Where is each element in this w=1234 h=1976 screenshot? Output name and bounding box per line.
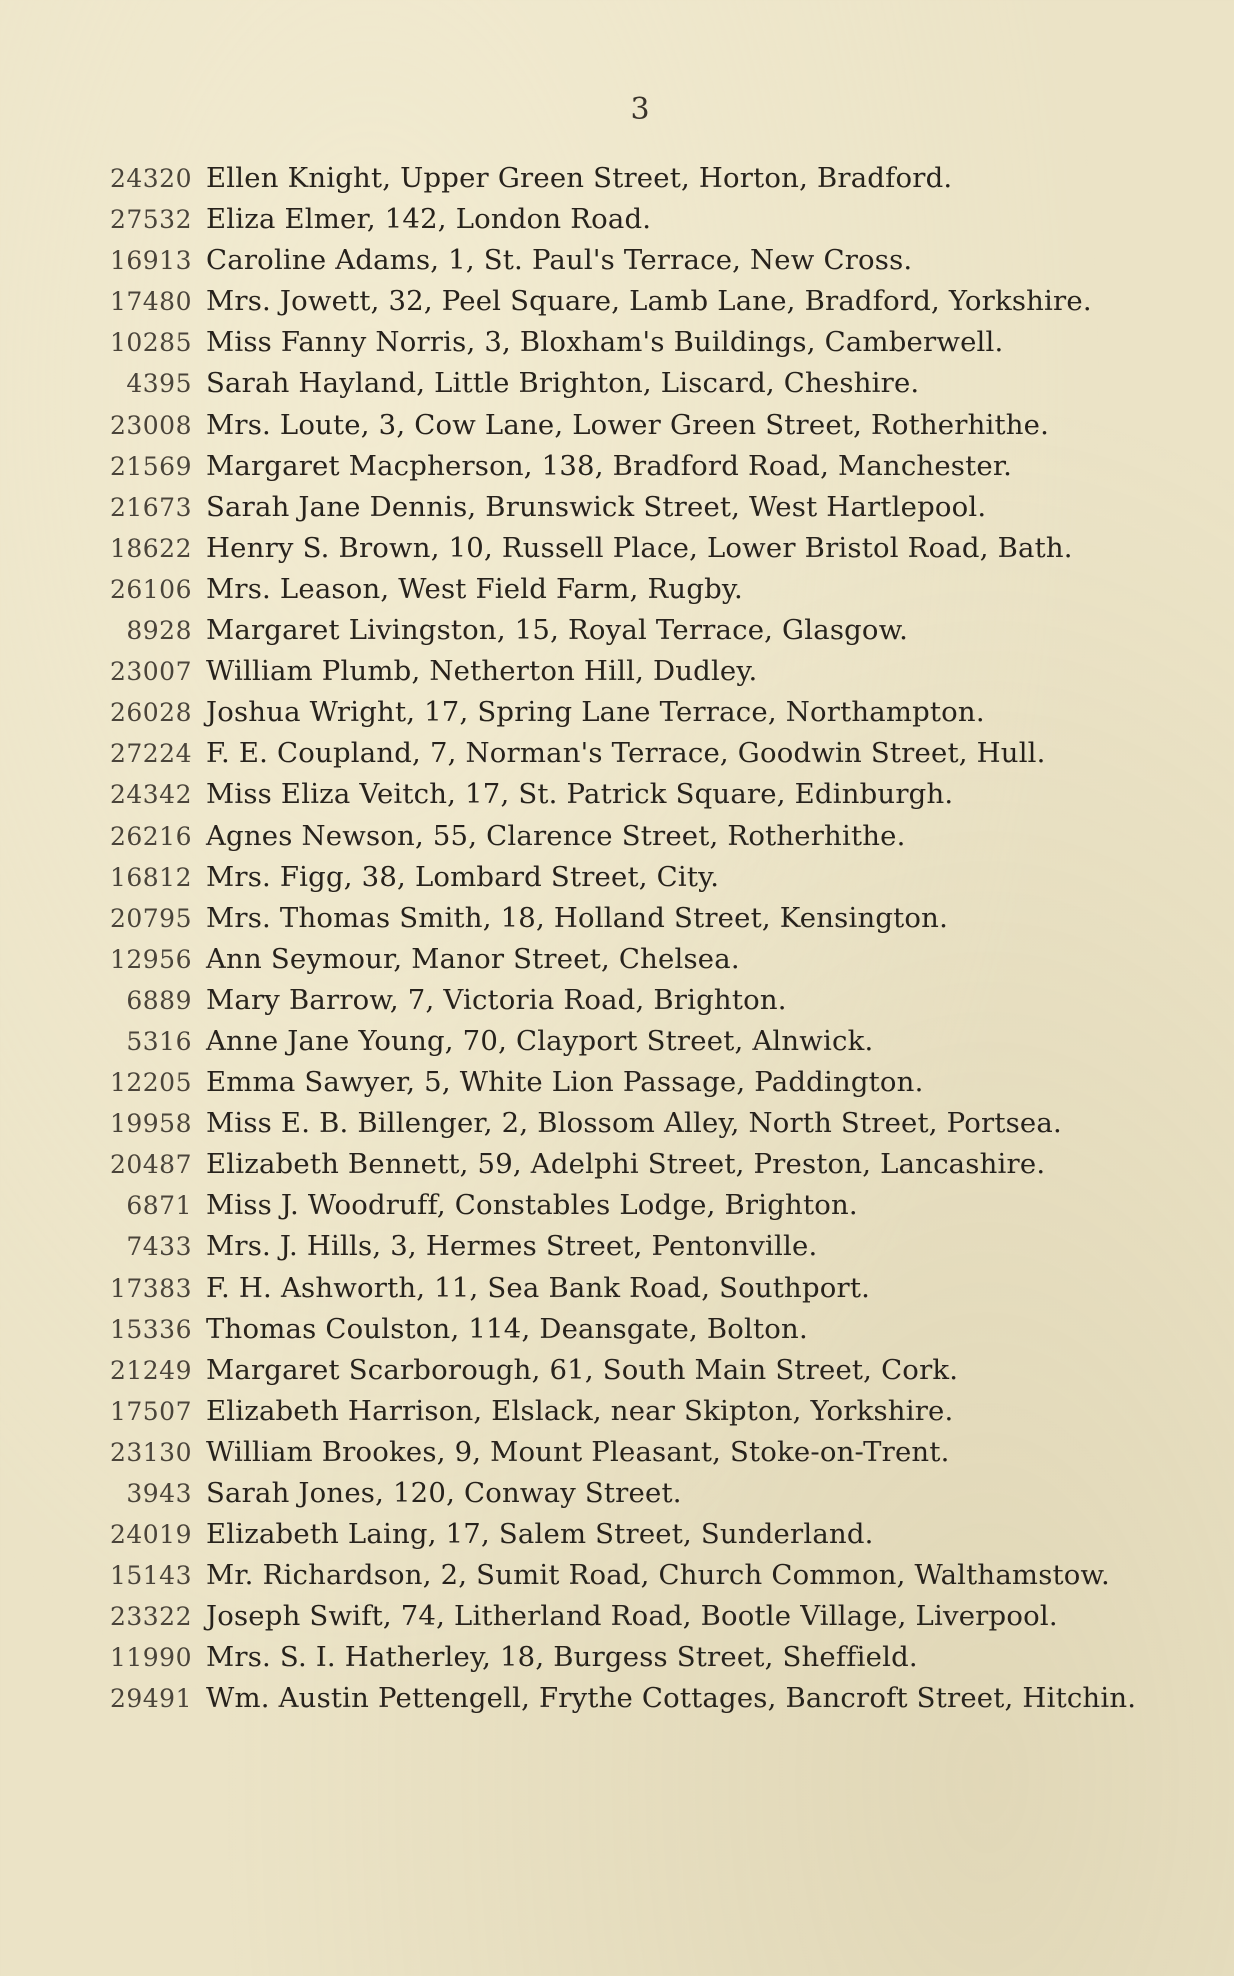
entry-number: 15143 bbox=[109, 1561, 192, 1591]
list-item bbox=[80, 285, 1200, 326]
entry-text: Miss Eliza Veitch, 17, St. Patrick Square, Edinburgh. bbox=[206, 778, 954, 811]
list-item bbox=[80, 491, 1200, 532]
entry-number: 15336 bbox=[109, 1314, 192, 1344]
entry-number: 18622 bbox=[109, 533, 192, 563]
entry-text: Mrs. Thomas Smith, 18, Holland Street, Kensington. bbox=[206, 901, 949, 934]
entry-number: 29491 bbox=[109, 1684, 192, 1714]
entry-number: 23322 bbox=[109, 1602, 192, 1632]
entry-number: 23007 bbox=[109, 657, 192, 687]
list-item bbox=[80, 696, 1200, 737]
entry-number: 4395 bbox=[126, 369, 192, 399]
entry-number: 21673 bbox=[109, 492, 192, 522]
list-item bbox=[80, 203, 1200, 244]
list-item bbox=[80, 532, 1200, 573]
list-item bbox=[80, 943, 1200, 984]
entry-text: Sarah Jones, 120, Conway Street. bbox=[206, 1477, 682, 1509]
list-item bbox=[80, 450, 1200, 491]
entry-text: William Plumb, Netherton Hill, Dudley. bbox=[206, 655, 758, 688]
entry-text: Elizabeth Laing, 17, Salem Street, Sunderland. bbox=[206, 1518, 874, 1551]
entry-text: Mrs. J. Hills, 3, Hermes Street, Pentonville. bbox=[206, 1230, 818, 1263]
entry-number: 5316 bbox=[126, 1026, 192, 1056]
entry-text: F. E. Coupland, 7, Norman's Terrace, Goodwin Street, Hull. bbox=[206, 737, 1046, 770]
entry-text: Mrs. Jowett, 32, Peel Square, Lamb Lane, Bradford, Yorkshire. bbox=[206, 285, 1092, 318]
entry-number: 16812 bbox=[109, 862, 192, 892]
entry-text: Henry S. Brown, 10, Russell Place, Lower Bristol Road, Bath. bbox=[206, 531, 1073, 564]
entry-text: Mr. Richardson, 2, Sumit Road, Church Common, Walthamstow. bbox=[206, 1559, 1110, 1592]
entry-number: 24342 bbox=[109, 780, 192, 810]
list-item bbox=[80, 1148, 1200, 1189]
list-item bbox=[80, 1682, 1200, 1723]
entry-text: Eliza Elmer, 142, London Road. bbox=[206, 203, 652, 236]
list-item bbox=[80, 244, 1200, 285]
entry-text: Mrs. Figg, 38, Lombard Street, City. bbox=[206, 860, 720, 893]
entry-number: 19958 bbox=[109, 1109, 192, 1139]
entry-text: Agnes Newson, 55, Clarence Street, Rotherhithe. bbox=[206, 819, 906, 852]
list-item bbox=[80, 1354, 1200, 1395]
entry-text: Mrs. Leason, West Field Farm, Rugby. bbox=[206, 572, 743, 605]
list-item bbox=[80, 1066, 1200, 1107]
entry-number: 23008 bbox=[109, 410, 192, 440]
entry-number: 7433 bbox=[126, 1232, 192, 1262]
list-item bbox=[80, 162, 1200, 203]
list-item bbox=[80, 820, 1200, 861]
list-item bbox=[80, 778, 1200, 819]
entry-text: Caroline Adams, 1, St. Paul's Terrace, New Cross. bbox=[206, 244, 913, 277]
list-item bbox=[80, 1436, 1200, 1477]
list-item bbox=[80, 1641, 1200, 1682]
list-item bbox=[80, 655, 1200, 696]
entry-number: 26028 bbox=[109, 698, 192, 728]
entry-number: 12956 bbox=[109, 944, 192, 974]
entry-number: 23130 bbox=[109, 1437, 192, 1467]
list-item bbox=[80, 984, 1200, 1025]
entry-number: 17480 bbox=[109, 287, 192, 317]
entry-text: Margaret Livingston, 15, Royal Terrace, Glasgow. bbox=[206, 614, 909, 647]
page-number: 3 bbox=[630, 92, 650, 127]
entry-number: 20795 bbox=[109, 903, 192, 933]
entry-number: 24019 bbox=[109, 1520, 192, 1550]
list-item bbox=[80, 902, 1200, 943]
entry-number: 12205 bbox=[109, 1068, 192, 1098]
entry-text: Elizabeth Harrison, Elslack, near Skipton, Yorkshire. bbox=[206, 1394, 954, 1427]
list-item bbox=[80, 1025, 1200, 1066]
entry-text: Joshua Wright, 17, Spring Lane Terrace, Northampton. bbox=[206, 696, 985, 729]
list-item bbox=[80, 1477, 1200, 1518]
entry-number: 17383 bbox=[109, 1273, 192, 1303]
list-item bbox=[80, 1518, 1200, 1559]
entry-number: 11990 bbox=[109, 1643, 192, 1673]
entry-text: Miss Fanny Norris, 3, Bloxham's Buildings, Camberwell. bbox=[206, 326, 1004, 359]
entry-text: Sarah Jane Dennis, Brunswick Street, West Hartlepool. bbox=[206, 490, 987, 523]
list-item bbox=[80, 326, 1200, 367]
entry-text: Anne Jane Young, 70, Clayport Street, Alnwick. bbox=[206, 1024, 874, 1057]
entry-number: 21569 bbox=[109, 451, 192, 481]
entry-text: Ellen Knight, Upper Green Street, Horton, Bradford. bbox=[206, 162, 953, 194]
list-item bbox=[80, 409, 1200, 450]
entry-number: 26216 bbox=[109, 821, 192, 851]
entry-text: Elizabeth Bennett, 59, Adelphi Street, Preston, Lancashire. bbox=[206, 1148, 1046, 1181]
entry-number: 8928 bbox=[126, 616, 192, 646]
entry-number: 10285 bbox=[109, 328, 192, 358]
entry-number: 27532 bbox=[109, 205, 192, 235]
entry-number: 27224 bbox=[109, 739, 192, 769]
entry-text: Miss E. B. Billenger, 2, Blossom Alley, North Street, Portsea. bbox=[206, 1107, 1062, 1140]
list-item bbox=[80, 1559, 1200, 1600]
entry-number: 21249 bbox=[109, 1355, 192, 1385]
list-item bbox=[80, 1230, 1200, 1271]
list-item bbox=[80, 1313, 1200, 1354]
entry-text: Margaret Macpherson, 138, Bradford Road, Manchester. bbox=[206, 449, 1013, 482]
entry-number: 26106 bbox=[109, 574, 192, 604]
entry-text: Mrs. Loute, 3, Cow Lane, Lower Green Street, Rotherhithe. bbox=[206, 408, 1050, 441]
list-item bbox=[80, 1395, 1200, 1436]
entry-number: 6871 bbox=[126, 1191, 192, 1221]
entry-number: 3943 bbox=[126, 1479, 192, 1508]
entry-text: F. H. Ashworth, 11, Sea Bank Road, Southport. bbox=[206, 1271, 871, 1304]
entry-list bbox=[80, 162, 1200, 1724]
list-item bbox=[80, 573, 1200, 614]
entry-text: Miss J. Woodruff, Constables Lodge, Brighton. bbox=[206, 1189, 858, 1222]
list-item bbox=[80, 737, 1200, 778]
list-item bbox=[80, 1272, 1200, 1313]
entry-text: Joseph Swift, 74, Litherland Road, Bootle Village, Liverpool. bbox=[206, 1600, 1058, 1633]
list-item bbox=[80, 367, 1200, 408]
entry-number: 6889 bbox=[126, 985, 192, 1015]
entry-number: 17507 bbox=[109, 1396, 192, 1426]
list-item bbox=[80, 861, 1200, 902]
entry-text: Wm. Austin Pettengell, Frythe Cottages, Bancroft Street, Hitchin. bbox=[206, 1682, 1137, 1715]
entry-text: Mary Barrow, 7, Victoria Road, Brighton. bbox=[206, 983, 787, 1016]
entry-number: 16913 bbox=[109, 246, 192, 276]
entry-text: Margaret Scarborough, 61, South Main Street, Cork. bbox=[206, 1353, 959, 1386]
list-item bbox=[80, 614, 1200, 655]
entry-number: 24320 bbox=[109, 164, 192, 193]
entry-number: 20487 bbox=[109, 1150, 192, 1180]
entry-text: Emma Sawyer, 5, White Lion Passage, Paddington. bbox=[206, 1066, 924, 1099]
entry-text: William Brookes, 9, Mount Pleasant, Stoke-on-Trent. bbox=[206, 1435, 950, 1468]
entry-text: Ann Seymour, Manor Street, Chelsea. bbox=[206, 942, 740, 975]
list-item bbox=[80, 1189, 1200, 1230]
entry-text: Thomas Coulston, 114, Deansgate, Bolton. bbox=[206, 1312, 808, 1345]
list-item bbox=[80, 1600, 1200, 1641]
list-item bbox=[80, 1107, 1200, 1148]
entry-text: Sarah Hayland, Little Brighton, Liscard, Cheshire. bbox=[206, 367, 920, 400]
entry-text: Mrs. S. I. Hatherley, 18, Burgess Street, Sheffield. bbox=[206, 1641, 918, 1674]
